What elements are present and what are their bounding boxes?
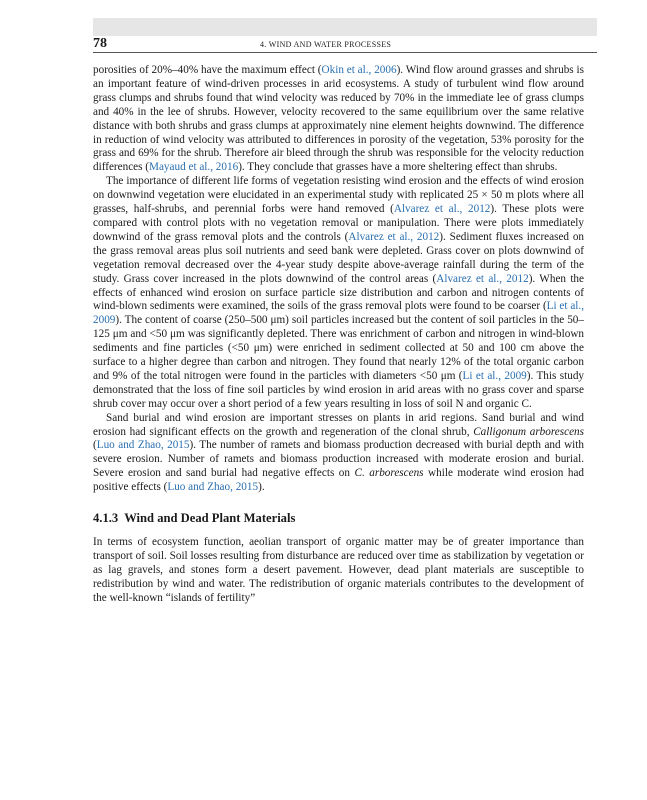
section-heading — [93, 511, 584, 526]
header-band — [93, 18, 597, 36]
text-run: ). — [258, 481, 265, 494]
species-name: Calligonum arborescens — [473, 425, 584, 438]
text-run: ). The content of coarse (250–500 μm) soil particles increased but the content of soil particles in the 50–125 μm and <50 μm was significantly depleted. There was enrichment of carbon and nitrogen in wind-blown sediments and fine particles (<50 μm) were enriched in sediment collected at 50 and 100 cm above the surface to a higher degree than carbon and nitrogen. They found that nearly 12% of the total organic carbon and 9% of the total nitrogen were found in the particles with diameters <50 μm ( — [93, 314, 584, 382]
running-head: 4. WIND AND WATER PROCESSES — [260, 40, 392, 49]
header-rule — [93, 52, 597, 53]
text-run: ). When the effects of enhanced wind erosion on surface particle size distribution and carbon and nitrogen contents of wind-blown sediments were examined, the soils of the grass removal plots were found to be coarser ( — [93, 272, 584, 313]
text-run: while moderate wind erosion had positive effects ( — [93, 467, 584, 494]
citation-link[interactable]: Li et al., 2009 — [462, 369, 527, 382]
citation-link[interactable]: Mayaud et al., 2016 — [149, 161, 239, 174]
citation-link[interactable]: Okin et al., 2006 — [321, 64, 397, 76]
citation-link[interactable]: Luo and Zhao, 2015 — [167, 481, 259, 494]
citation-link[interactable]: Li et al., 2009 — [93, 300, 584, 327]
text-run: ). They conclude that grasses have a more sheltering effect than shrubs. — [238, 161, 558, 174]
text-run: ). These plots were compared with control plots with no vegetation removal or manipulation. There were plots immediately downwind of the grass removal plots and the controls ( — [93, 203, 584, 243]
species-name: C. arborescens — [354, 467, 424, 480]
text-run: In terms of ecosystem function, aeolian transport of organic matter may be of greater importance than transport of soil. Soil losses resulting from disturbance are reduced over time as stabilization by vegetation or as lag gravels, and stones form a desert pavement. However, dead plant materials are susceptible to redistribution by wind and water. The redistribution of organic materials contributes to the development of the well-known “islands of fertility” — [93, 536, 584, 604]
paragraph — [93, 536, 584, 606]
section-title: Wind and Dead Plant Materials — [124, 511, 296, 526]
text-run: The importance of different life forms of vegetation resisting wind erosion and the effects of wind erosion on downwind vegetation were elucidated in an experimental study with replicated 25 × 50 m plots where all grasses, half-shrubs, and perennial forbs were hand removed ( — [93, 175, 584, 216]
section-number: 4.1.3 — [93, 511, 119, 526]
citation-link[interactable]: Alvarez et al., 2012 — [436, 272, 529, 285]
paragraph — [93, 175, 584, 411]
page-number: 78 — [93, 36, 107, 51]
citation-link[interactable]: Alvarez et al., 2012 — [348, 230, 440, 243]
citation-link[interactable]: Alvarez et al., 2012 — [393, 203, 491, 216]
text-run: ( — [93, 439, 97, 452]
text-run: Sand burial and wind erosion are important stresses on plants in arid regions. Sand burial and wind erosion had significant effects on the growth and regeneration of the clonal shrub, — [93, 411, 584, 438]
text-run: ). Sediment fluxes increased on the grass removal areas plus soil nutrients and seed bank were depleted. Grass cover on plots downwind of vegetation removal decreased over the 4-year study despite above-average rainfall during the term of the study. Grass cover increased in the plots downwind of the control areas ( — [93, 230, 585, 285]
text-run: porosities of 20%–40% have the maximum effect ( — [93, 64, 322, 76]
citation-link[interactable]: Luo and Zhao, 2015 — [96, 439, 190, 452]
body-text — [93, 64, 584, 606]
text-run: ). This study demonstrated that the loss of fine soil particles by wind erosion in arid areas with no grass cover and sparse shrub cover may occur over a short period of a few years resulting in loss of soil N and organic C. — [93, 369, 585, 410]
paragraph — [93, 64, 584, 175]
paragraph — [93, 412, 584, 495]
text-run: ). Wind flow around grasses and shrubs is an important feature of wind-driven processes in arid ecosystems. A study of turbulent wind flow around grass clumps and shrubs found that wind velocity was reduced by 70% in the immediate lee of grass clumps and 40% in the lee of shrubs. However, velocity recovered to the same equilibrium over the same relative distance with both shrubs and grass clumps at approximately nine element heights downwind. The difference in reduction of wind velocity was attributed to differences in porosity of the vegetation, 53% porosity for the grass and 69% for the shrub. Therefore air bleed through the shrub was responsible for the velocity reduction differences ( — [93, 64, 584, 174]
text-run: ). The number of ramets and biomass production decreased with burial depth and with severe erosion. Number of ramets and biomass production increased with moderate erosion and burial. Severe erosion and sand burial had negative effects on — [93, 439, 584, 480]
